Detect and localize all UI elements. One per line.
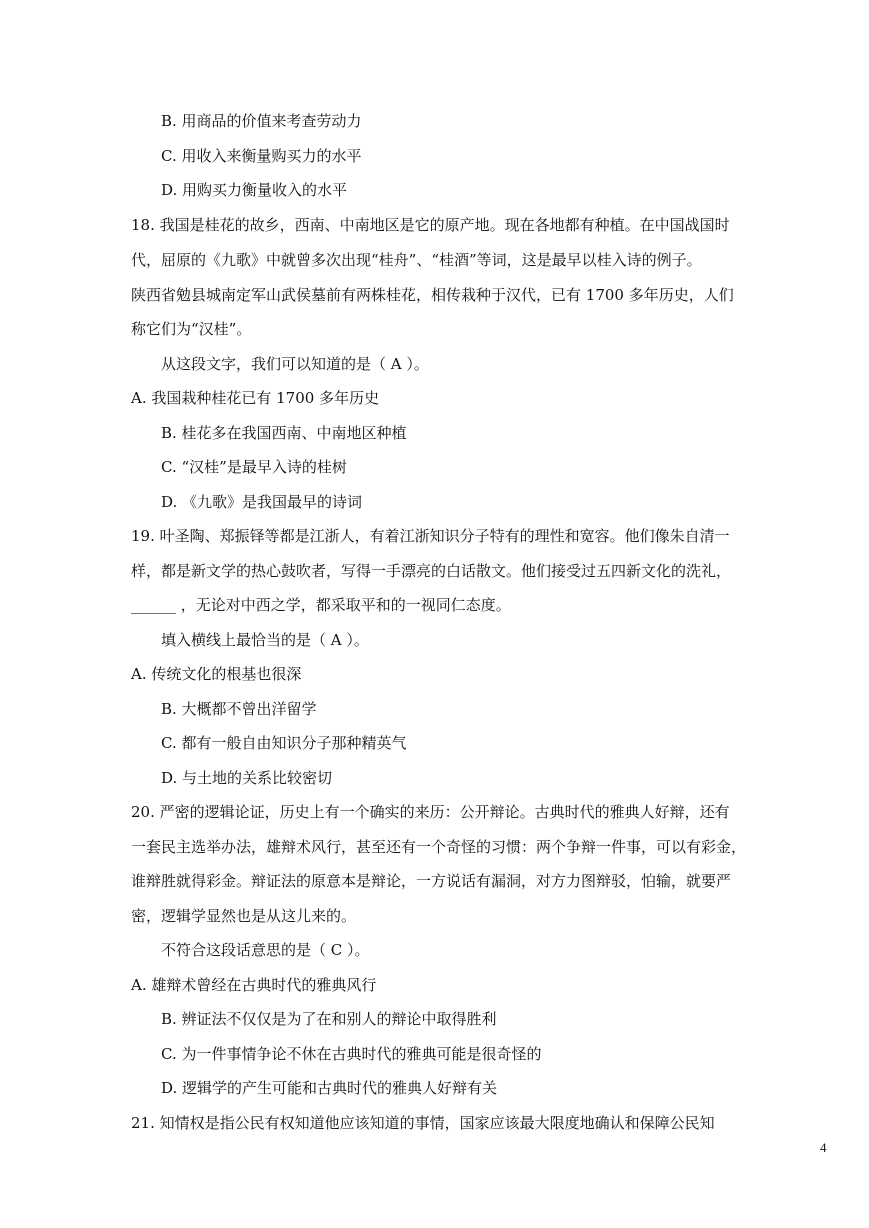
q18-option-b: B. 桂花多在我国西南、中南地区种植 — [161, 424, 407, 442]
q19-text-line-1: 19. 叶圣陶、郑振铎等都是江浙人，有着江浙知识分子特有的理性和宽容。他们像朱自清一 — [131, 527, 730, 545]
q19-option-b: B. 大概都不曾出洋留学 — [161, 700, 317, 718]
q18-option-c: C. “汉桂”是最早入诗的桂树 — [161, 458, 347, 476]
q19-option-d: D. 与土地的关系比较密切 — [161, 769, 333, 787]
q20-text-line-1: 20. 严密的逻辑论证，历史上有一个确实的来历：公开辩论。古典时代的雅典人好辩，还有 — [131, 803, 730, 821]
q19-option-c: C. 都有一般自由知识分子那种精英气 — [161, 734, 407, 752]
q18-option-d: D. 《九歌》是我国最早的诗词 — [161, 493, 363, 511]
q20-prompt: 不符合这段话意思的是（ C ）。 — [161, 941, 370, 959]
q18-option-a: A. 我国栽种桂花已有 1700 多年历史 — [131, 389, 380, 407]
q17-option-d: D. 用购买力衡量收入的水平 — [161, 181, 348, 199]
q20-text-line-2: 一套民主选举办法，雄辩术风行，甚至还有一个奇怪的习惯：两个争辩一件事，可以有彩金， — [131, 838, 747, 856]
q18-prompt: 从这段文字，我们可以知道的是（ A ）。 — [161, 355, 429, 373]
q19-text-line-2: 样，都是新文学的热心鼓吹者，写得一手漂亮的白话散文。他们接受过五四新文化的洗礼， — [131, 562, 732, 580]
q17-option-c: C. 用收入来衡量购买力的水平 — [161, 147, 362, 165]
q19-prompt: 填入横线上最恰当的是（ A ）。 — [161, 631, 369, 649]
q21-text-line-1: 21. 知情权是指公民有权知道他应该知道的事情，国家应该最大限度地确认和保障公民知 — [131, 1114, 715, 1132]
q19-text-line-3: ______ ，无论对中西之学，都采取平和的一视同仁态度。 — [131, 596, 511, 614]
q20-option-b: B. 辨证法不仅仅是为了在和别人的辩论中取得胜利 — [161, 1010, 497, 1028]
q18-text-line-1: 18. 我国是桂花的故乡，西南、中南地区是它的原产地。现在各地都有种植。在中国战国时 — [131, 216, 730, 234]
page-number: 4 — [820, 1140, 827, 1155]
q18-text-line-2: 代，屈原的《九歌》中就曾多次出现“桂舟”、“桂酒”等词，这是最早以桂入诗的例子。 — [131, 251, 702, 269]
q20-option-c: C. 为一件事情争论不休在古典时代的雅典可能是很奇怪的 — [161, 1045, 542, 1063]
q20-option-d: D. 逻辑学的产生可能和古典时代的雅典人好辩有关 — [161, 1079, 498, 1097]
q19-option-a: A. 传统文化的根基也很深 — [131, 665, 302, 683]
q20-option-a: A. 雄辩术曾经在古典时代的雅典风行 — [131, 976, 377, 994]
q18-text-line-4: 称它们为“汉桂”。 — [131, 320, 252, 338]
q17-option-b: B. 用商品的价值来考查劳动力 — [161, 112, 362, 130]
q20-text-line-3: 谁辩胜就得彩金。辩证法的原意本是辩论，一方说话有漏洞，对方力图辩驳，怕输，就要严 — [131, 872, 732, 890]
q18-text-line-3: 陕西省勉县城南定军山武侯墓前有两株桂花，相传栽种于汉代，已有 1700 多年历史，人们 — [131, 286, 734, 304]
q20-text-line-4: 密，逻辑学显然也是从这儿来的。 — [131, 907, 357, 925]
